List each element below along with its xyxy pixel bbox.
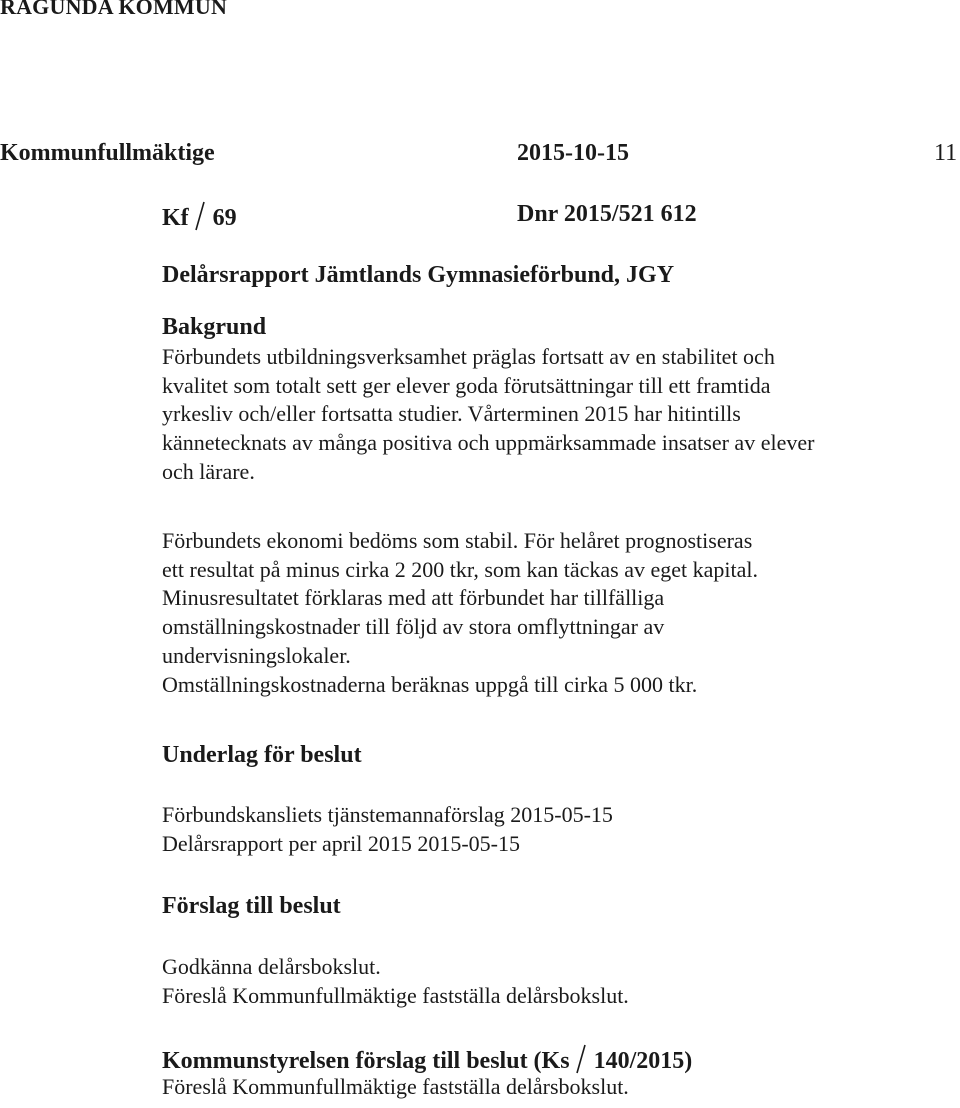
text-line: Omställningskostnaderna beräknas uppgå till cirka 5 000 tkr. — [162, 671, 698, 697]
text-line: Förbundets utbildningsverksamhet präglas fortsatt av en stabilitet och — [162, 344, 775, 369]
diary-number: Dnr 2015/521 612 — [517, 201, 697, 227]
paragraph-mark-icon — [195, 201, 205, 231]
background-heading: Bakgrund — [162, 314, 267, 340]
paragraph-reference — [162, 201, 237, 232]
text-line: ett resultat på minus cirka 2 200 tkr, som kan täckas av eget kapital. — [162, 556, 758, 582]
basis-heading: Underlag för beslut — [162, 742, 362, 768]
text-line: undervisningslokaler. — [162, 642, 351, 668]
background-paragraph-2 — [162, 527, 758, 699]
executive-proposal-text: Föreslå Kommunfullmäktige fastställa delårsbokslut. — [162, 1074, 629, 1099]
committee-name: Kommunfullmäktige — [0, 140, 215, 166]
organization-name: RAGUNDA KOMMUN — [0, 0, 228, 19]
background-paragraph-1 — [162, 343, 814, 487]
text-line: Förbundets ekonomi bedöms som stabil. För helåret prognostiseras — [162, 528, 753, 553]
paragraph-number: 69 — [212, 205, 237, 231]
paragraph-mark-icon — [576, 1044, 586, 1074]
text-line: omställningskostnader till följd av stora omflyttningar av — [162, 614, 665, 640]
text-line: och lärare. — [162, 458, 255, 484]
proposal-item: Föreslå Kommunfullmäktige fastställa delårsbokslut. — [162, 982, 629, 1008]
executive-proposal-heading — [162, 1044, 692, 1075]
basis-item: Delårsrapport per april 2015 2015-05-15 — [162, 830, 521, 856]
page-number: 11 — [934, 140, 958, 166]
text-line: yrkesliv och/eller fortsatta studier. Vårterminen 2015 har hitintills — [162, 401, 741, 427]
executive-heading-suffix: 140/2015) — [593, 1048, 693, 1074]
proposal-list — [162, 953, 629, 1010]
proposal-heading: Förslag till beslut — [162, 893, 341, 919]
text-line: kännetecknats av många positiva och uppmärksammade insatser av elever — [162, 430, 815, 456]
meeting-date: 2015-10-15 — [517, 140, 629, 166]
basis-item: Förbundskansliets tjänstemannaförslag 2015-05-15 — [162, 802, 613, 827]
proposal-item: Godkänna delårsbokslut. — [162, 954, 381, 979]
text-line: Minusresultatet förklaras med att förbundet har tillfälliga — [162, 585, 665, 611]
executive-heading-prefix: Kommunstyrelsen förslag till beslut (Ks — [162, 1048, 570, 1074]
text-line: kvalitet som totalt sett ger elever goda förutsättningar till ett framtida — [162, 372, 771, 398]
basis-list — [162, 801, 613, 858]
paragraph-label: Kf — [162, 205, 189, 231]
document-title: Delårsrapport Jämtlands Gymnasieförbund, JGY — [162, 262, 675, 288]
